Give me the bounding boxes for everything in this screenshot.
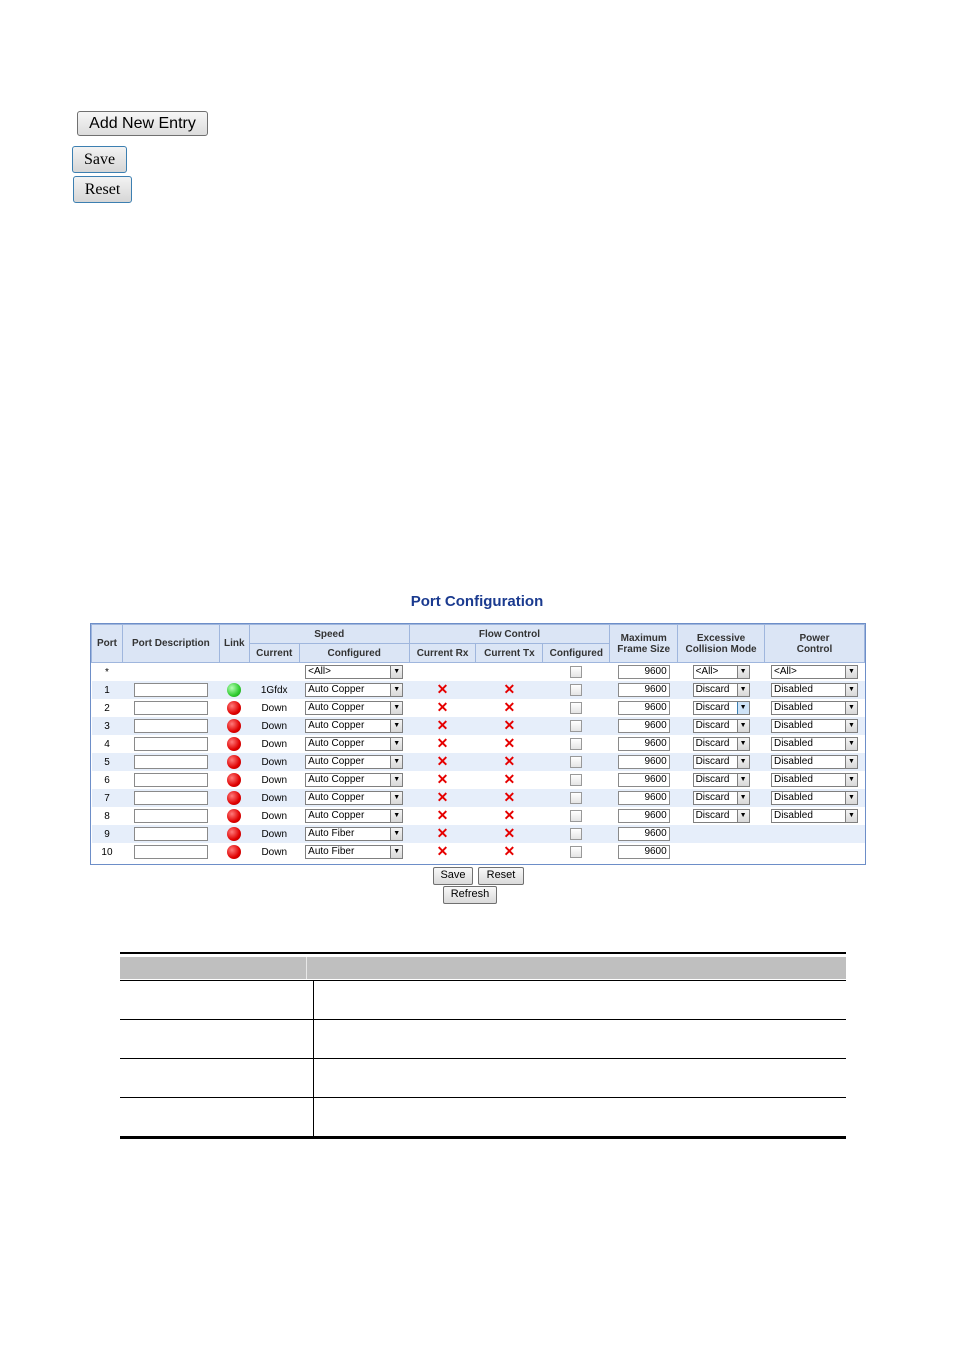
frame-size-input[interactable]: 9600	[618, 773, 670, 787]
table-row	[92, 735, 865, 753]
desc-row-separator	[120, 1058, 846, 1059]
table-row	[92, 843, 865, 861]
dropdown-arrow-icon: ▼	[737, 756, 749, 768]
speed-configured-select[interactable]: Auto Copper ▼	[305, 737, 403, 751]
save-button[interactable]: Save	[72, 146, 127, 173]
refresh-button[interactable]: Refresh	[443, 886, 497, 904]
table-row	[92, 789, 865, 807]
table-row	[92, 807, 865, 825]
port-number: 4	[92, 735, 123, 753]
dropdown-arrow-icon: ▼	[390, 774, 402, 786]
flow-disabled-icon: ✕	[503, 681, 516, 697]
desc-table-header	[120, 957, 846, 979]
dropdown-arrow-icon: ▼	[845, 702, 857, 714]
dropdown-arrow-icon: ▼	[390, 756, 402, 768]
header-fc-current-tx: Current Tx	[476, 644, 543, 663]
power-select[interactable]: Disabled ▼	[771, 755, 858, 769]
power-select[interactable]: Disabled ▼	[771, 683, 858, 697]
header-speed-current: Current	[249, 644, 299, 663]
dropdown-arrow-icon: ▼	[390, 810, 402, 822]
frame-size-input[interactable]: 9600	[618, 683, 670, 697]
dropdown-arrow-icon: ▼	[390, 792, 402, 804]
flow-disabled-icon: ✕	[436, 681, 449, 697]
table-row	[92, 681, 865, 699]
port-cell: *	[92, 663, 123, 682]
table-save-button[interactable]: Save	[433, 867, 473, 885]
header-max-frame-size: Maximum Frame Size	[610, 625, 678, 663]
frame-size-all-input[interactable]: 9600	[618, 665, 670, 679]
flow-control-checkbox[interactable]	[570, 792, 582, 804]
port-number: 10	[92, 843, 123, 861]
dropdown-arrow-icon: ▼	[390, 738, 402, 750]
flow-control-checkbox[interactable]	[570, 720, 582, 732]
power-select[interactable]: Disabled ▼	[771, 773, 858, 787]
flow-disabled-icon: ✕	[436, 771, 449, 787]
port-number: 5	[92, 753, 123, 771]
port-number: 1	[92, 681, 123, 699]
collision-select[interactable]: Discard ▼	[693, 719, 750, 733]
flow-control-checkbox[interactable]	[570, 702, 582, 714]
dropdown-arrow-icon: ▼	[845, 756, 857, 768]
port-description-input[interactable]	[134, 719, 208, 733]
dropdown-arrow-icon: ▼	[737, 702, 749, 714]
add-new-entry-button[interactable]: Add New Entry	[77, 111, 208, 136]
power-select[interactable]: Disabled ▼	[771, 719, 858, 733]
port-description-input[interactable]	[134, 773, 208, 787]
header-port: Port	[92, 625, 123, 663]
speed-current: Down	[249, 717, 299, 735]
table-row	[92, 753, 865, 771]
page-title: Port Configuration	[410, 593, 544, 610]
flow-disabled-icon: ✕	[436, 843, 449, 859]
speed-current: Down	[249, 753, 299, 771]
speed-current: Down	[249, 699, 299, 717]
flow-disabled-icon: ✕	[503, 807, 516, 823]
dropdown-arrow-icon: ▼	[845, 810, 857, 822]
desc-table-bottom-rule	[120, 1136, 846, 1139]
collision-select[interactable]: Discard ▼	[693, 737, 750, 751]
dropdown-arrow-icon: ▼	[390, 846, 402, 858]
dropdown-arrow-icon: ▼	[737, 666, 749, 678]
header-power-control: Power Control	[764, 625, 864, 663]
dropdown-arrow-icon: ▼	[737, 774, 749, 786]
header-speed-configured: Configured	[299, 644, 409, 663]
flow-disabled-icon: ✕	[436, 735, 449, 751]
link-down-icon	[227, 827, 241, 841]
link-down-icon	[227, 755, 241, 769]
port-description-input[interactable]	[134, 809, 208, 823]
dropdown-arrow-icon: ▼	[845, 738, 857, 750]
collision-select[interactable]: Discard ▼	[693, 755, 750, 769]
speed-configured-select[interactable]: Auto Copper ▼	[305, 755, 403, 769]
speed-current: Down	[249, 789, 299, 807]
table-row	[92, 825, 865, 843]
flow-disabled-icon: ✕	[436, 717, 449, 733]
port-description-input[interactable]	[134, 791, 208, 805]
link-down-icon	[227, 719, 241, 733]
dropdown-arrow-icon: ▼	[390, 720, 402, 732]
flow-control-checkbox[interactable]	[570, 684, 582, 696]
dropdown-arrow-icon: ▼	[845, 792, 857, 804]
header-excessive-collision: Excessive Collision Mode	[678, 625, 765, 663]
flow-disabled-icon: ✕	[503, 825, 516, 841]
flow-disabled-icon: ✕	[436, 753, 449, 769]
port-number: 7	[92, 789, 123, 807]
speed-current: Down	[249, 807, 299, 825]
flow-disabled-icon: ✕	[436, 699, 449, 715]
collision-select[interactable]: Discard ▼	[693, 683, 750, 697]
flow-disabled-icon: ✕	[503, 771, 516, 787]
desc-column-divider	[313, 980, 314, 1136]
speed-current: Down	[249, 771, 299, 789]
desc-row-separator	[120, 1019, 846, 1020]
frame-size-input[interactable]: 9600	[618, 719, 670, 733]
table-row-all	[92, 663, 865, 682]
flow-disabled-icon: ✕	[503, 735, 516, 751]
flow-control-checkbox[interactable]	[570, 828, 582, 840]
dropdown-arrow-icon: ▼	[390, 684, 402, 696]
flow-disabled-icon: ✕	[436, 807, 449, 823]
header-fc-configured: Configured	[543, 644, 610, 663]
port-number: 8	[92, 807, 123, 825]
collision-select[interactable]: Discard ▼	[693, 701, 750, 715]
power-select[interactable]: Disabled ▼	[771, 701, 858, 715]
flow-control-checkbox[interactable]	[570, 738, 582, 750]
speed-current: Down	[249, 825, 299, 843]
speed-configured-select[interactable]: Auto Copper ▼	[305, 809, 403, 823]
desc-header-divider	[306, 957, 307, 979]
collision-all-select[interactable]: <All> ▼	[693, 665, 750, 679]
dropdown-arrow-icon: ▼	[390, 666, 402, 678]
port-description-input[interactable]	[134, 827, 208, 841]
desc-row-separator	[120, 980, 846, 981]
collision-select[interactable]: Discard ▼	[693, 809, 750, 823]
flow-control-checkbox[interactable]	[570, 810, 582, 822]
port-description-input[interactable]	[134, 737, 208, 751]
port-description-input[interactable]	[134, 701, 208, 715]
dropdown-arrow-icon: ▼	[845, 774, 857, 786]
dropdown-arrow-icon: ▼	[845, 684, 857, 696]
speed-configured-select[interactable]: Auto Copper ▼	[305, 791, 403, 805]
dropdown-arrow-icon: ▼	[737, 810, 749, 822]
desc-table-top-rule	[120, 952, 846, 954]
frame-size-input[interactable]: 9600	[618, 809, 670, 823]
dropdown-arrow-icon: ▼	[737, 792, 749, 804]
link-down-icon	[227, 845, 241, 859]
header-fc-current-rx: Current Rx	[409, 644, 476, 663]
dropdown-arrow-icon: ▼	[845, 720, 857, 732]
link-down-icon	[227, 791, 241, 805]
link-up-icon	[227, 683, 241, 697]
speed-configured-select[interactable]: Auto Copper ▼	[305, 701, 403, 715]
dropdown-arrow-icon: ▼	[390, 702, 402, 714]
frame-size-input[interactable]: 9600	[618, 791, 670, 805]
collision-select[interactable]: Discard ▼	[693, 773, 750, 787]
flow-disabled-icon: ✕	[503, 843, 516, 859]
flow-control-checkbox[interactable]	[570, 774, 582, 786]
speed-configured-select[interactable]: Auto Copper ▼	[305, 773, 403, 787]
link-down-icon	[227, 773, 241, 787]
table-reset-button[interactable]: Reset	[478, 867, 524, 885]
power-select[interactable]: Disabled ▼	[771, 737, 858, 751]
dropdown-arrow-icon: ▼	[845, 666, 857, 678]
flow-disabled-icon: ✕	[436, 789, 449, 805]
port-number: 6	[92, 771, 123, 789]
collision-select[interactable]: Discard ▼	[693, 791, 750, 805]
port-number: 9	[92, 825, 123, 843]
dropdown-arrow-icon: ▼	[390, 828, 402, 840]
flow-control-checkbox[interactable]	[570, 846, 582, 858]
dropdown-arrow-icon: ▼	[737, 684, 749, 696]
speed-current: 1Gfdx	[249, 681, 299, 699]
power-select[interactable]: Disabled ▼	[771, 809, 858, 823]
frame-size-input[interactable]: 9600	[618, 827, 670, 841]
link-down-icon	[227, 809, 241, 823]
port-config-table	[90, 623, 866, 865]
reset-button[interactable]: Reset	[73, 176, 132, 203]
speed-configured-select[interactable]: Auto Copper ▼	[305, 683, 403, 697]
flow-disabled-icon: ✕	[503, 753, 516, 769]
flow-disabled-icon: ✕	[503, 717, 516, 733]
link-down-icon	[227, 737, 241, 751]
speed-configured-select[interactable]: Auto Fiber ▼	[305, 827, 403, 841]
table-row	[92, 771, 865, 789]
port-description-input[interactable]	[134, 683, 208, 697]
dropdown-arrow-icon: ▼	[737, 720, 749, 732]
port-description-input[interactable]	[134, 845, 208, 859]
frame-size-input[interactable]: 9600	[618, 755, 670, 769]
frame-size-input[interactable]: 9600	[618, 701, 670, 715]
flow-control-checkbox[interactable]	[570, 756, 582, 768]
power-all-select[interactable]: <All> ▼	[771, 665, 858, 679]
power-select[interactable]: Disabled ▼	[771, 791, 858, 805]
header-link: Link	[219, 625, 249, 663]
flow-disabled-icon: ✕	[503, 699, 516, 715]
header-speed: Speed	[249, 625, 409, 644]
port-description-input[interactable]	[134, 755, 208, 769]
speed-all-select[interactable]: <All> ▼	[305, 665, 403, 679]
flow-control-all-checkbox[interactable]	[570, 666, 582, 678]
speed-current: Down	[249, 843, 299, 861]
table-row	[92, 699, 865, 717]
flow-disabled-icon: ✕	[436, 825, 449, 841]
header-flow-control: Flow Control	[409, 625, 610, 644]
speed-configured-select[interactable]: Auto Fiber ▼	[305, 845, 403, 859]
link-down-icon	[227, 701, 241, 715]
port-number: 2	[92, 699, 123, 717]
speed-configured-select[interactable]: Auto Copper ▼	[305, 719, 403, 733]
header-port-description: Port Description	[122, 625, 219, 663]
table-row	[92, 717, 865, 735]
port-number: 3	[92, 717, 123, 735]
desc-row-separator	[120, 1097, 846, 1098]
flow-disabled-icon: ✕	[503, 789, 516, 805]
speed-current: Down	[249, 735, 299, 753]
frame-size-input[interactable]: 9600	[618, 737, 670, 751]
dropdown-arrow-icon: ▼	[737, 738, 749, 750]
frame-size-input[interactable]: 9600	[618, 845, 670, 859]
